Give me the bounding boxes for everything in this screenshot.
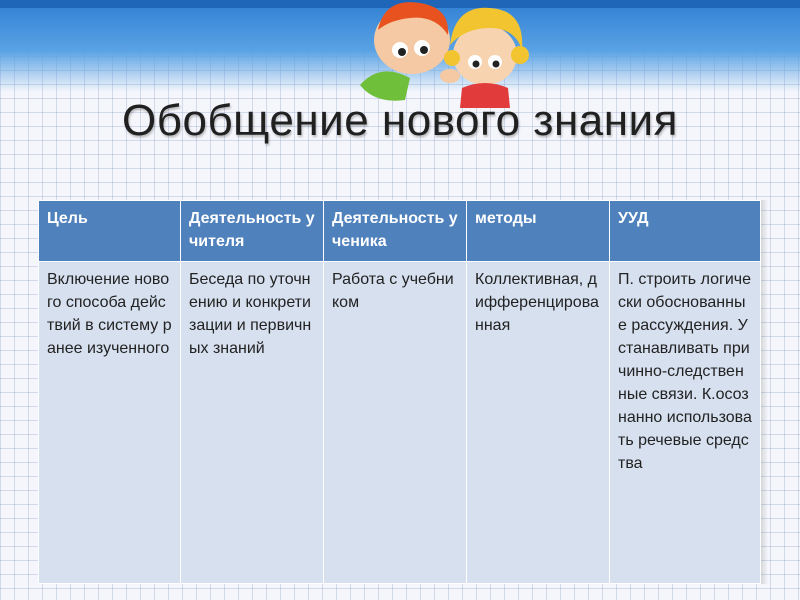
cartoon-children-icon (350, 0, 540, 110)
header-uud: УУД (610, 201, 761, 262)
header-teacher-activity: Деятельность учителя (181, 201, 324, 262)
cell-teacher-activity: Беседа по уточнению и конкретизации и первичных знаний (181, 262, 324, 584)
cell-goal: Включение нового способа действий в систему ранее изученного (39, 262, 181, 584)
slide-title: Обобщение нового знания (122, 96, 678, 145)
cell-student-activity: Работа с учебником (324, 262, 467, 584)
summary-table-container (38, 200, 760, 584)
cell-methods: Коллективная, дифференцированная (467, 262, 610, 584)
summary-table (38, 200, 761, 584)
header-methods: методы (467, 201, 610, 262)
header-student-activity: Деятельность ученика (324, 201, 467, 262)
table-header-row (39, 201, 761, 262)
cell-uud: П. строить логически обоснованные рассуждения. Устанавливать причинно-следственные связи. К.осознанно использовать речевые средства (610, 262, 761, 584)
table-shadow (760, 200, 768, 584)
table-row (39, 262, 761, 584)
header-goal: Цель (39, 201, 181, 262)
